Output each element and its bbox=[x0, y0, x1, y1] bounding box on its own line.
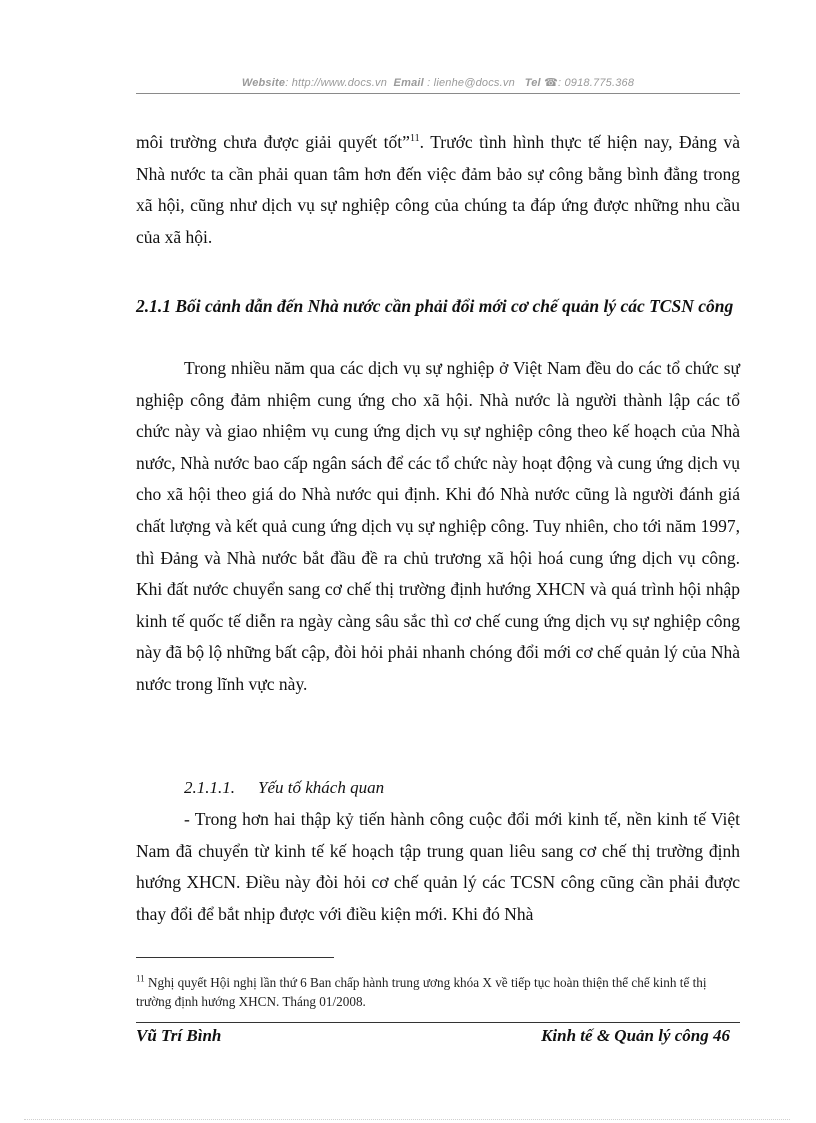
email-label: Email bbox=[393, 77, 424, 89]
footnote-ref: 11 bbox=[409, 133, 420, 145]
subsection-paragraph bbox=[136, 804, 740, 930]
section-paragraph-text: Trong nhiều năm qua các dịch vụ sự nghiệp ở Việt Nam đều do các tổ chức sự nghiệp công đảm nhiệm cung ứng cho xã hội. Nhà nước là người thành lập các tổ chức này và giao nhiệm vụ cung ứng dịch vụ sự nghiệp công theo kế hoạch của Nhà nước, Nhà nước bao cấp ngân sách để các tổ chức này hoạt động và cung ứng dịch vụ cho xã hội theo giá do Nhà nước qui định. Khi đó Nhà nước cũng là người đánh giá chất lượng và kết quả cung ứng dịch vụ sự nghiệp công. Tuy nhiên, cho tới năm 1997, thì Đảng và Nhà nước bắt đầu đề ra chủ trương xã hội hoá cung ứng dịch vụ công. Khi đất nước chuyển sang cơ chế thị trường định hướng XHCN và quá trình hội nhập kinh tế quốc tế diễn ra ngày càng sâu sắc thì cơ chế cung ứng dịch vụ sự nghiệp công này đã bộ lộ những bất cập, đòi hỏi phải nhanh chóng đổi mới cơ chế quản lý của Nhà nước trong lĩnh vực này. bbox=[136, 358, 740, 694]
section-heading: 2.1.1 Bối cảnh dẫn đến Nhà nước cần phải đổi mới cơ chế quản lý các TCSN công bbox=[136, 296, 734, 316]
footnote-divider bbox=[136, 957, 334, 958]
subsection-title: Yếu tố khách quan bbox=[258, 778, 385, 797]
header-divider bbox=[136, 93, 740, 94]
page-edge-line bbox=[24, 1119, 790, 1120]
footnote-number: 11 bbox=[136, 973, 145, 984]
section-paragraph bbox=[136, 353, 740, 701]
intro-text-start: môi trường chưa được giải quyết tốt” bbox=[136, 132, 410, 152]
footnote-text: Nghị quyết Hội nghị lần thứ 6 Ban chấp hành trung ương khóa X về tiếp tục hoàn thiện thể chế kinh tế thị trường định hướng XHCN. Tháng 01/2008. bbox=[136, 975, 707, 1009]
email-value: : lienhe@docs.vn bbox=[423, 77, 515, 89]
footnote bbox=[136, 973, 736, 1011]
intro-paragraph bbox=[136, 127, 740, 253]
page-header bbox=[136, 76, 740, 89]
website-value: : http://www.docs.vn bbox=[285, 77, 388, 89]
phone-icon: ☎ bbox=[544, 77, 558, 89]
subsection-heading bbox=[184, 774, 744, 802]
footer-course-page: Kinh tế & Quản lý công 46 bbox=[541, 1026, 730, 1045]
subsection-paragraph-text: - Trong hơn hai thập kỷ tiến hành công cuộc đổi mới kinh tế, nền kinh tế Việt Nam đã chuyển từ kinh tế kế hoạch tập trung quan liêu sang cơ chế thị trường định hướng XHCN. Điều này đòi hỏi cơ chế quản lý các TCSN công cũng cần phải được thay đổi để bắt nhịp được với điều kiện mới. Khi đó Nhà bbox=[136, 809, 740, 924]
tel-value: : 0918.775.368 bbox=[557, 77, 635, 89]
tel-label: Tel bbox=[524, 77, 541, 89]
footer-divider bbox=[136, 1022, 740, 1023]
intro-text-end: . Trước tình hình thực tế hiện nay, Đảng và Nhà nước ta cần phải quan tâm hơn đến việc đảm bảo sự công bằng bình đẳng trong xã hội, cũng như dịch vụ sự nghiệp công của chúng ta đáp ứng được những nhu cầu của xã hội. bbox=[136, 132, 741, 247]
footer-author: Vũ Trí Bình bbox=[136, 1026, 222, 1045]
subsection-number: 2.1.1.1. bbox=[184, 778, 235, 797]
website-label: Website bbox=[241, 77, 286, 89]
